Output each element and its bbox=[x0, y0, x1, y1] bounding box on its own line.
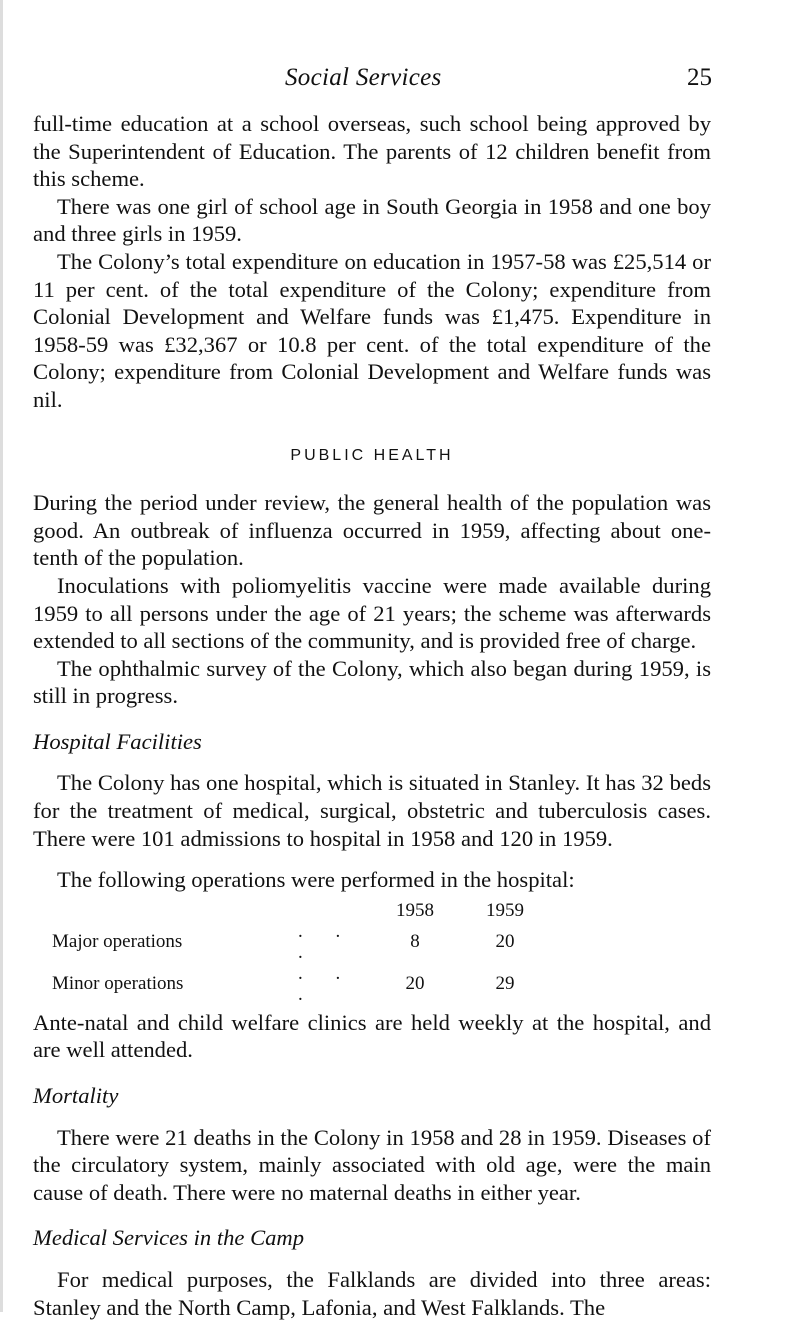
paragraph-hospital: The Colony has one hospital, which is situated in Stanley. It has 32 beds for the treatment of medical, surgical, obstetric and tuberculosis cases. There were 101 admissions to hospital in 1958 and 120 in 1959. bbox=[33, 770, 711, 851]
paragraph-operations-intro: The following operations were performed in the hospital: bbox=[57, 867, 575, 893]
paragraph-ophthalmic-survey: The ophthalmic survey of the Colony, which also began during 1959, is still in progress. bbox=[33, 655, 711, 709]
page-edge bbox=[0, 0, 3, 1312]
paragraph-education-expenditure: The Colony’s total expenditure on education in 1957-58 was £25,514 or 11 per cent. of the total expenditure of the Colony; expenditure from Colonial Development and Welfare funds was £1,475. Expenditure in 1958-59 was £32,367 or 10.8 per cent. of the total expenditure of the Colony; expenditure from Colonial Development and Welfare funds was nil. bbox=[33, 248, 711, 412]
operations-table bbox=[52, 900, 550, 1005]
column-header-1959: 1959 bbox=[486, 899, 524, 921]
running-head bbox=[0, 64, 800, 94]
paragraph-medical-areas: For medical purposes, the Falklands are divided into three areas: Stanley and the North Camp, Lafonia, and West Falklands. The bbox=[33, 1267, 711, 1320]
cell-1958: 8 bbox=[410, 931, 420, 953]
column-header-1958: 1958 bbox=[396, 899, 434, 921]
page-body bbox=[33, 110, 711, 1321]
cell-1959: 20 bbox=[495, 931, 515, 953]
subheading-medical-services: Medical Services in the Camp bbox=[33, 1225, 305, 1251]
leader-dots: . . . bbox=[298, 962, 355, 1005]
subheading-hospital-facilities: Hospital Facilities bbox=[33, 728, 202, 754]
cell-1959: 29 bbox=[495, 973, 515, 995]
table-row bbox=[52, 921, 550, 963]
paragraph-deaths: There were 21 deaths in the Colony in 1958 and 28 in 1959. Diseases of the circulatory system, mainly associated with old age, were the main cause of death. There were no maternal deaths in either year. bbox=[33, 1124, 711, 1205]
running-title: Social Services bbox=[285, 64, 442, 91]
paragraph-clinics: Ante-natal and child welfare clinics are held weekly at the hospital, and are well attended. bbox=[33, 1009, 711, 1063]
row-label: Minor operations bbox=[52, 973, 184, 995]
paragraph-education-overseas: full-time education at a school overseas, such school being approved by the Superintendent of Education. The parents of 12 children benefit from this scheme. bbox=[33, 111, 711, 192]
leader-dots: . . . bbox=[298, 920, 355, 963]
paragraph-general-health: During the period under review, the general health of the population was good. An outbreak of influenza occurred in 1959, affecting about one-tenth of the population. bbox=[33, 490, 711, 571]
section-heading-public-health: PUBLIC HEALTH bbox=[290, 446, 454, 464]
cell-1958: 20 bbox=[405, 973, 425, 995]
page-number: 25 bbox=[687, 64, 712, 91]
paragraph-south-georgia: There was one girl of school age in South Georgia in 1958 and one boy and three girls in 1959. bbox=[33, 193, 711, 247]
subheading-mortality: Mortality bbox=[33, 1083, 119, 1109]
operations-table-header bbox=[52, 900, 550, 921]
row-label: Major operations bbox=[52, 931, 183, 953]
paragraph-inoculations: Inoculations with poliomyelitis vaccine were made available during 1959 to all persons under the age of 21 years; the scheme was afterwards extended to all sections of the community, and is provided free of charge. bbox=[33, 572, 711, 654]
table-row bbox=[52, 963, 550, 1005]
